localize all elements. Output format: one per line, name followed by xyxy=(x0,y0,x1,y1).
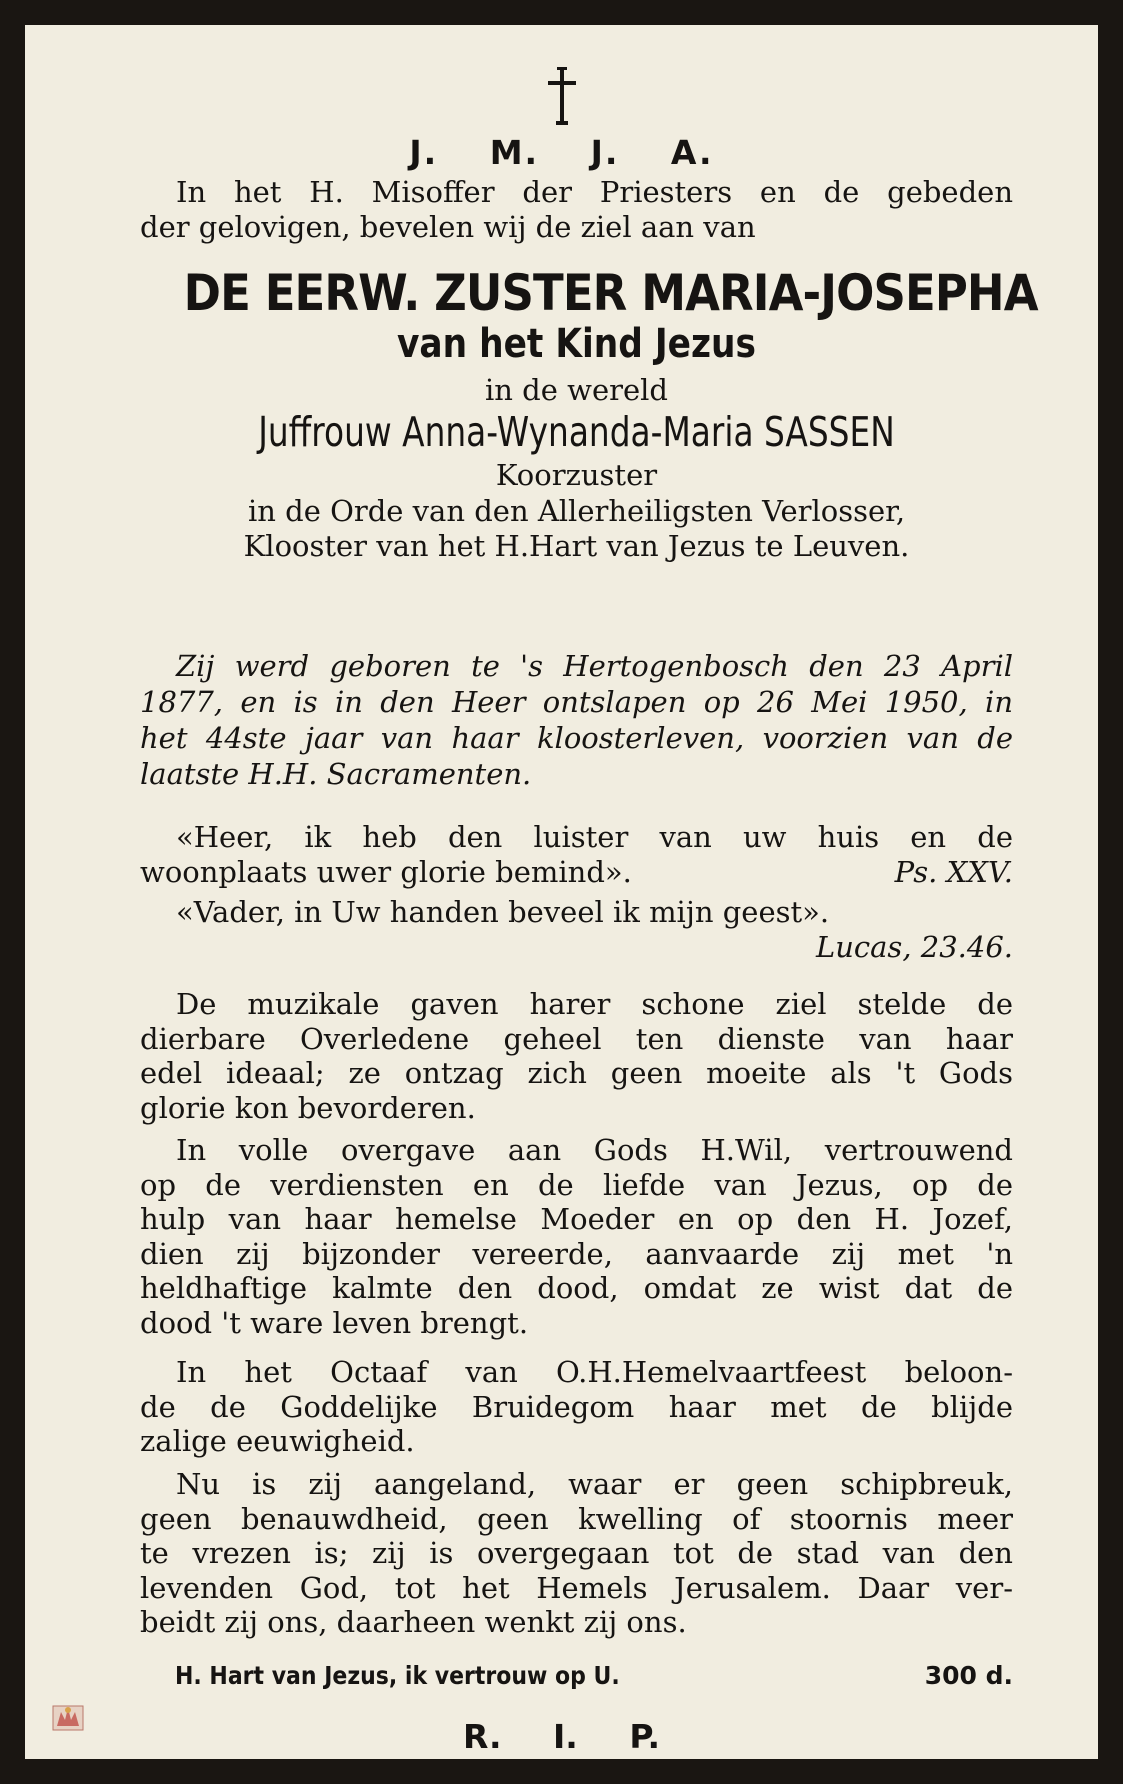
quote-luke xyxy=(140,895,1013,964)
order-line: in de Orde van den Allerheiligsten Verlosser, xyxy=(247,494,906,528)
role-label: Koorzuster xyxy=(495,457,658,492)
religious-name: van het Kind Jezus xyxy=(396,321,756,367)
text-line: hulp van haar hemelse Moeder en op den H. Jozef, xyxy=(140,1202,1013,1236)
text-line: edel ideaal; ze ontzag zich geen moeite als 't Gods xyxy=(140,1056,1013,1090)
cross-icon xyxy=(25,65,1098,133)
text-line: geen benauwdheid, geen kwelling of stoornis meer xyxy=(140,1501,1013,1536)
rip-closing: R. I. P. xyxy=(462,1717,660,1756)
text-line: glorie kon bevorderen. xyxy=(140,1090,476,1125)
birth-paragraph xyxy=(140,648,1013,792)
quote-line: «Heer, ik heb den luister van uw huis en de xyxy=(176,820,1013,854)
deceased-title: DE EERW. ZUSTER MARIA-JOSEPHA xyxy=(183,264,1038,322)
ejaculatory-prayer: H. Hart van Jezus, ik vertrouw op U. xyxy=(175,1661,620,1690)
text-line: dierbare Overledene geheel ten dienste van haar xyxy=(140,1021,1013,1056)
world-name: Juffrouw Anna-Wynanda-Maria SASSEN xyxy=(258,407,895,456)
text-line: In het Octaaf van O.H.Hemelvaartfeest beloon- xyxy=(176,1355,1013,1389)
text-line: beidt zij ons, daarheen wenkt zij ons. xyxy=(140,1605,687,1639)
text-line: Nu is zij aangeland, waar er geen schipbreuk, xyxy=(176,1467,1013,1501)
world-label: in de wereld xyxy=(485,373,668,407)
invocation-heading: J. M. J. A. xyxy=(409,133,714,172)
text-line: laatste H.H. Sacramenten. xyxy=(140,757,532,791)
quote-line: woonplaats uwer glorie bemind». xyxy=(140,854,632,889)
indulgence-days: 300 d. xyxy=(924,1661,1013,1690)
text-line: In het H. Misoffer der Priesters en de gebeden xyxy=(176,175,1013,209)
text-line: Zij werd geboren te 's Hertogenbosch den 23 April xyxy=(176,649,1013,683)
text-line: op de verdiensten en de liefde van Jezus, op de xyxy=(140,1167,1013,1202)
text-line: te vrezen is; zij is overgegaan tot de stad van den xyxy=(140,1536,1013,1570)
paragraph-octave xyxy=(140,1355,1013,1459)
text-line: der gelovigen, bevelen wij de ziel aan van xyxy=(140,209,756,244)
text-line: De muzikale gaven harer schone ziel stelde de xyxy=(176,987,1013,1021)
seal-icon xyxy=(51,1700,85,1734)
quote-reference: Ps. XXV. xyxy=(894,854,1013,889)
quote-psalm xyxy=(140,820,1013,889)
text-line: het 44ste jaar van haar kloosterleven, voorzien van de xyxy=(140,721,1013,755)
text-line: de de Goddelijke Bruidegom haar met de blijde xyxy=(140,1389,1013,1424)
quote-line: «Vader, in Uw handen beveel ik mijn geest». xyxy=(176,895,830,929)
text-line: 1877, en is in den Heer ontslapen op 26 Mei 1950, in xyxy=(140,685,1013,719)
text-line: dien zij bijzonder vereerde, aanvaarde zij met 'n xyxy=(140,1236,1013,1271)
footer-prayer-line xyxy=(175,1661,1013,1690)
text-line: levenden God, tot het Hemels Jerusalem. Daar ver- xyxy=(140,1570,1013,1605)
text-line: zalige eeuwigheid. xyxy=(140,1424,415,1458)
paragraph-music xyxy=(140,987,1013,1125)
text-line: heldhaftige kalmte den dood, omdat ze wist dat de xyxy=(140,1271,1013,1305)
paragraph-surrender xyxy=(140,1133,1013,1340)
intro-text xyxy=(140,175,1013,244)
convent-line: Klooster van het H.Hart van Jezus te Leuven. xyxy=(243,528,910,563)
prayer-card xyxy=(25,25,1098,1759)
name-block xyxy=(140,264,1038,563)
paragraph-jerusalem xyxy=(140,1467,1013,1640)
text-line: dood 't ware leven brengt. xyxy=(140,1305,529,1340)
text-line: In volle overgave aan Gods H.Wil, vertrouwend xyxy=(176,1133,1013,1167)
quote-reference: Lucas, 23.46. xyxy=(815,929,1013,964)
